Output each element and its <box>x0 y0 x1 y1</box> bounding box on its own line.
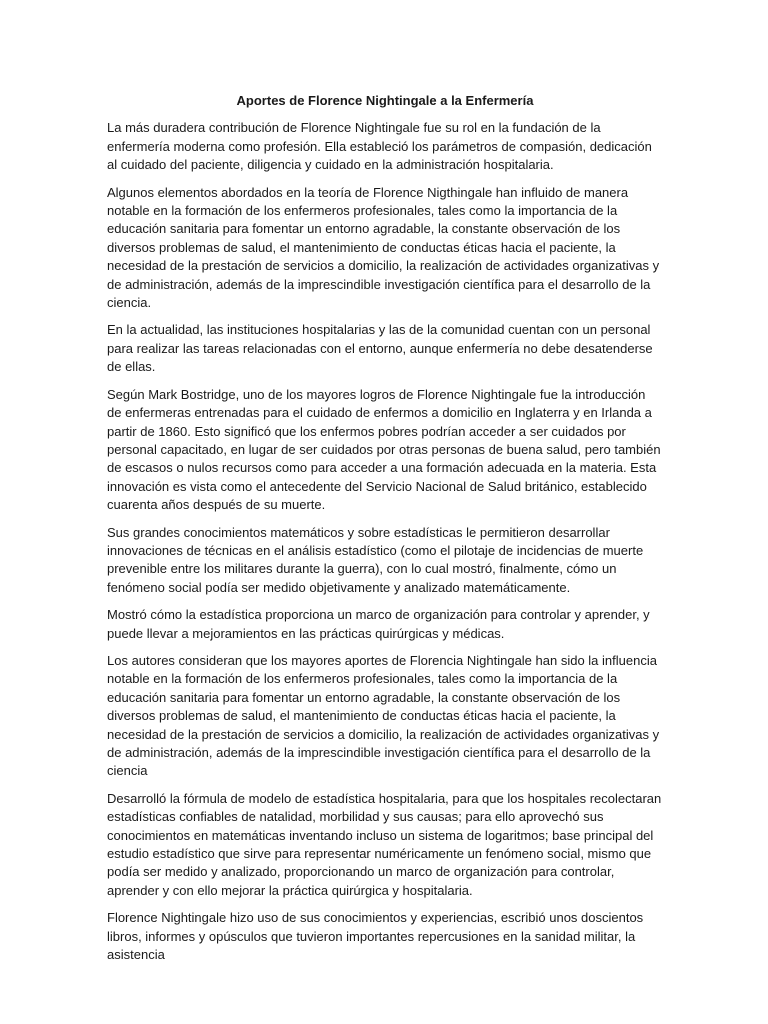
paragraph-5: Sus grandes conocimientos matemáticos y sobre estadísticas le permitieron desarrollar innovaciones de técnicas en el análisis estadístico (como el pilotaje de incidencias de muerte prevenible entre los militares durante la guerra), con lo cual mostró, finalmente, cómo un fenómeno social podía ser medido objetivamente y analizado matemáticamente. <box>107 524 644 595</box>
paragraph-9: Florence Nightingale hizo uso de sus conocimientos y experiencias, escribió unos doscientos libros, informes y opúsculos que tuvieron importantes repercusiones en la sanidad militar, la asistencia <box>107 910 644 963</box>
paragraph-1: La más duradera contribución de Florence Nightingale fue su rol en la fundación de la enfermería moderna como profesión. Ella estableció los parámetros de compasión, dedicación al cuidado del paciente, diligencia y cuidado en la administración hospitalaria. <box>107 120 652 173</box>
document-title: Aportes de Florence Nightingale a la Enfermería <box>236 93 534 108</box>
document-body <box>107 92 663 973</box>
paragraph-3: En la actualidad, las instituciones hospitalarias y las de la comunidad cuentan con un personal para realizar las tareas relacionadas con el entorno, aunque enfermería no debe desatenderse de ellas. <box>107 322 653 375</box>
paragraph-6: Mostró cómo la estadística proporciona un marco de organización para controlar y aprender, y puede llevar a mejoramientos en las prácticas quirúrgicas y médicas. <box>107 607 650 641</box>
paragraph-7: Los autores consideran que los mayores aportes de Florencia Nightingale han sido la influencia notable en la formación de los enfermeros profesionales, tales como la importancia de la educación sanitaria para fomentar un entorno agradable, la constante observación de los diversos problemas de salud, el mantenimiento de conductas éticas hacia el paciente, la necesidad de la prestación de servicios a domicilio, la realización de actividades organizativas y de administración, además de la imprescindible investigación científica para el desarrollo de la ciencia <box>107 652 660 779</box>
paragraph-8: Desarrolló la fórmula de modelo de estadística hospitalaria, para que los hospitales recolectaran estadísticas confiables de natalidad, morbilidad y sus causas; para ello aprovechó sus conocimientos en matemáticas inventando incluso un sistema de logaritmos; base principal del estudio estadístico que sirve para representar numéricamente un fenómeno social, mismo que podía ser medido y analizado, proporcionando un marco de organización para controlar, aprender y con ello mejorar la práctica quirúrgica y hospitalaria. <box>107 790 662 898</box>
paragraph-4: Según Mark Bostridge, uno de los mayores logros de Florence Nightingale fue la introducción de enfermeras entrenadas para el cuidado de enfermos a domicilio en Inglaterra y en Irlanda a partir de 1860. Esto significó que los enfermos pobres podrían acceder a ser cuidados por personal capacitado, en lugar de ser cuidados por otras personas de buena salud, pero también de escasos o nulos recursos como para acceder a una formación adecuada en la materia. Esta innovación es vista como el antecedente del Servicio Nacional de Salud británico, establecido cuarenta años después de su muerte. <box>107 386 661 513</box>
paragraph-2: Algunos elementos abordados en la teoría de Florence Nigthingale han influido de manera notable en la formación de los enfermeros profesionales, tales como la importancia de la educación sanitaria para fomentar un entorno agradable, la constante observación de los diversos problemas de salud, el mantenimiento de conductas éticas hacia el paciente, la necesidad de la prestación de servicios a domicilio, la realización de actividades organizativas y de administración, además de la imprescindible investigación científica para el desarrollo de la ciencia. <box>107 184 660 311</box>
